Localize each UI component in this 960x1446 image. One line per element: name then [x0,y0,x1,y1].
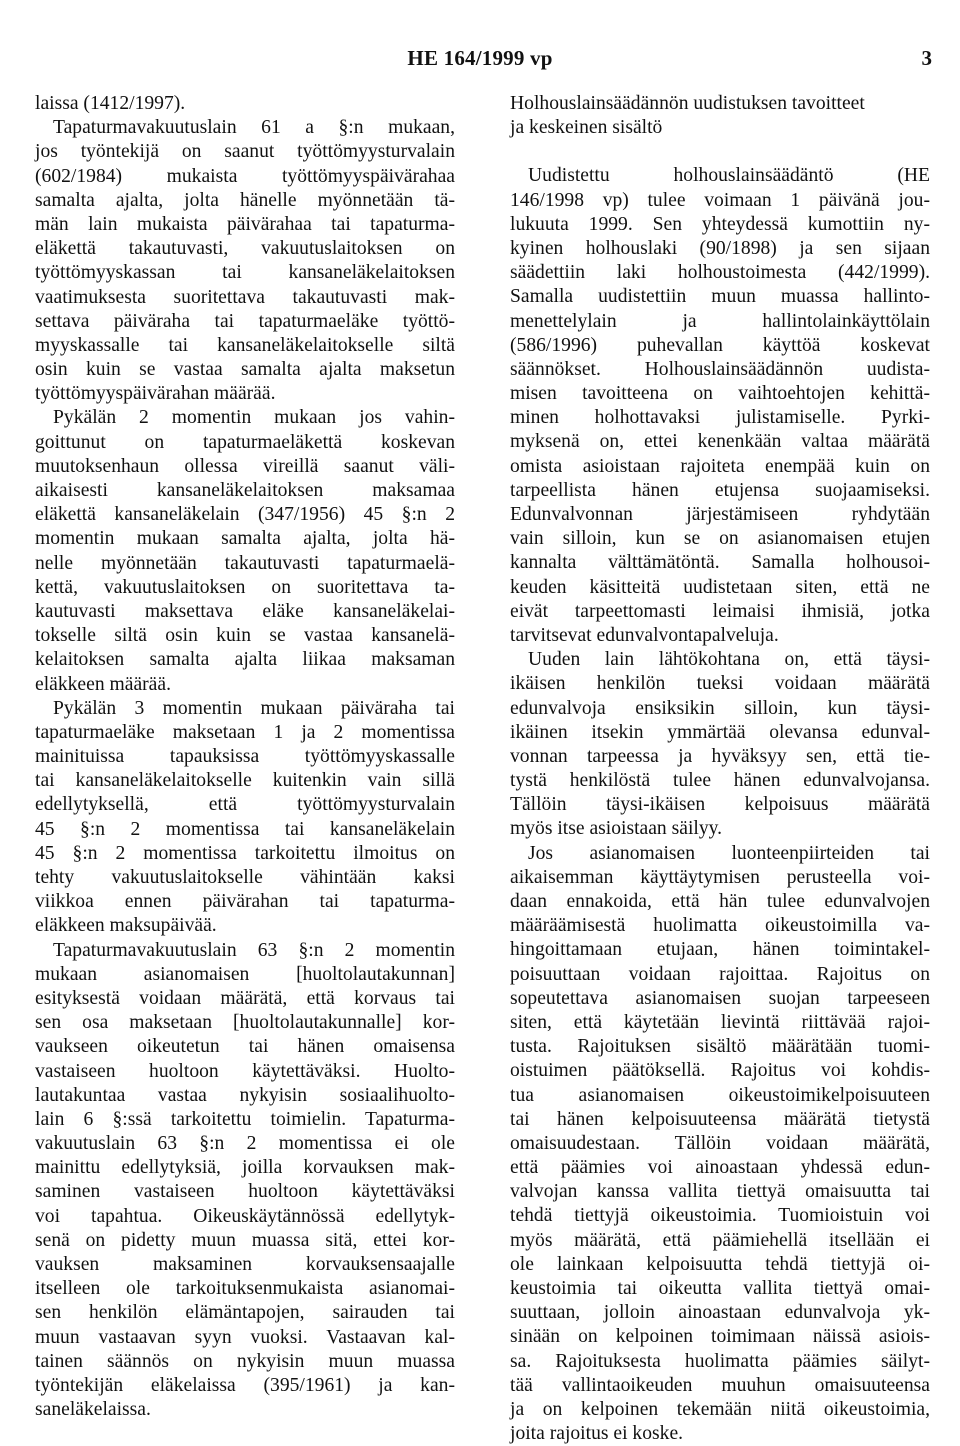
text-line: tehdä tiettyjä oikeustoimia. Tuomioistuin voi [510,1205,930,1227]
text-line: Uuden lain lähtökohtana on, että täysi- [528,649,930,671]
text-line: momentin mukaan samalta ajalta, jolta hä- [35,528,455,550]
text-line: laissa (1412/1997). [35,93,186,114]
text-line: myös itse asioistaan säilyy. [510,818,723,840]
text-line: saneläkelaissa. [35,1399,151,1421]
text-line: minen holhottavaksi julistamiselle. Pyrki- [510,407,930,429]
text-line: settava päiväraha tai tapaturmaeläke työttö- [35,310,455,332]
text-line: sen osa maksetaan [huoltolautakunnalle] kor- [35,1012,455,1034]
text-line: sinään on kelpoinen toimimaan näissä asiois- [510,1326,930,1348]
text-line: tehty vakuutuslaitokselle vähintään kaksi [35,867,455,888]
text-line: tarvitsevat edunvalvontapalveluja. [510,624,779,646]
text-line: vakuutuslain 63 §:n 2 momentissa ei ole [35,1133,455,1155]
text-line: voi tapahtua. Oikeuskäytännössä edellytyk- [35,1205,455,1227]
text-line: edunvalvoja ensiksikin silloin, kun täysi- [510,697,930,719]
text-line: tystä henkilöstä tulee hänen edunvalvojansa. [510,770,930,792]
text-line: ikäisen henkilön tueksi voidaan määrätä [510,673,930,695]
text-line: vain silloin, kun se on asianomaisen etujen [510,528,930,550]
text-line: samalta ajalta, jolta hänelle myönnetään tä- [35,189,455,211]
text-line: ja keskeinen sisältö [510,117,663,139]
text-line: vastaiseen huoltoon käytettäväksi. Huolto- [35,1060,455,1082]
text-line: mukaan asianomaisen [huoltolautakunnan] [35,963,455,985]
text-line: (586/1996) puhevallan käyttöä koskevat [510,334,930,356]
text-line: muun vastaavan syyn vuoksi. Vastaavan kal- [35,1326,455,1348]
text-line: eläkettä takautuvasti, vakuutuslaitoksen on [35,238,455,260]
text-line: goittunut on tapaturmaeläkettä koskevan [35,431,455,453]
text-line: muutoksenhaun ollessa vireillä saanut väli- [35,455,455,477]
text-line: mainittu edellytyksiä, joilla korvauksen mak- [35,1157,455,1179]
text-line: myös määrätä, että päämiehellä itsellään ei [510,1229,930,1251]
text-line: tapaturmaeläke maksetaan 1 ja 2 momentissa [35,721,455,743]
text-line: Tällöin täysi-ikäisen kelpoisuus määrätä [510,794,930,816]
text-line: tusta. Rajoituksen sisältö määrätään tuomi- [510,1036,930,1058]
text-line: keustoimia tai oikeutta vallita tiettyä omai- [510,1278,930,1299]
text-line: sen henkilön elämäntapojen, sairauden tai [35,1302,455,1324]
text-line: valvojan kanssa vallita tiettyä omaisuutta tai [510,1181,930,1203]
text-line: määräämisestä huolimatta oikeustoimilla va- [510,915,930,937]
text-line: vonnan tarpeessa ja hyväksyy sen, että tie- [510,745,930,767]
text-line: mainituissa tapauksissa työttömyyskassalle [35,746,455,768]
text-line: vauksen maksaminen korvauksensaajalle [35,1254,455,1275]
text-line: kannalta välttämätöntä. Samalla holhousoi- [510,552,930,574]
text-line: Uudistettu holhouslainsäädäntö (HE [528,165,930,187]
text-line: joita rajoitus ei koske. [510,1423,684,1445]
text-line: män lain mukaista päivärahaa tai tapaturma- [35,213,455,235]
text-line: lautakuntaa vastaa nykyisin sosiaalihuolto- [35,1084,455,1106]
text-line: sa. Rajoituksesta huolimatta päämies säilyt- [510,1350,930,1372]
text-line: hingoittamaan etujaan, hänen toimintakel- [510,939,930,961]
text-line: tai kansaneläkelaitokselle kuitenkin vain sillä [35,770,455,792]
text-line: säännökset. Holhouslainsäädännön uudista- [510,358,930,380]
text-line: työttömyyskassan tai kansaneläkelaitoksen [35,262,455,284]
text-line: kautuvasti maksettava eläke kansaneläkelai- [35,600,455,622]
text-line: Holhouslainsäädännön uudistuksen tavoitteet [510,93,865,114]
text-line: että päämies voi ainoastaan yhdessä edun- [510,1157,930,1179]
text-line: ja on kelpoinen tekemään niitä oikeustoimia, [510,1398,930,1420]
text-line: 45 §:n 2 momentissa tai kansaneläkelain [35,818,455,840]
text-line: ole lainkaan kelpoisuutta tehdä tiettyjä oi- [510,1253,930,1275]
text-line: sopeutettava asianomaisen suojan tarpeeseen [510,987,930,1009]
text-line: aikaisemman käyttäytymisen perusteella voi- [510,866,930,888]
text-line: itselleen ole tarkoituksenmukaista asianomai- [35,1278,455,1300]
text-line: eivät tarpeettomasti leimaisi ihmisiä, jotka [510,600,930,622]
text-line: työttömyyspäivärahan määrää. [35,383,276,405]
text-line: työntekijän eläkelaissa (395/1961) ja kan- [35,1374,455,1396]
text-line: eläkkeen määrää. [35,673,171,695]
text-line: eläkkeen maksupäivää. [35,915,217,937]
text-line: tokselle siltä osin kuin se vastaa kansanelä- [35,625,455,647]
text-line: kettä, vakuutuslaitoksen on suoritettava ta- [35,576,455,598]
text-line: kelaitoksen samalta ajalta liikaa maksaman [35,649,455,671]
page-number: 3 [921,46,932,70]
text-line: Pykälän 2 momentin mukaan jos vahin- [53,407,455,429]
text-line: Edunvalvonnan järjestämiseen ryhdytään [510,504,930,525]
text-line: siten, että käytetään lievintä riittävää rajoi- [510,1011,930,1033]
text-line: tarpeellista hänen etujensa suojaamiseksi. [510,479,930,501]
text-line: senä on pidetty muun muassa sitä, ettei kor- [35,1229,455,1251]
text-line: misen tavoitteena on vaihtoehtojen kehittä- [510,383,930,405]
text-line: vaatimuksesta suoritettava takautuvasti mak- [35,286,455,308]
text-line: eläkettä kansaneläkelain (347/1956) 45 §:n 2 [35,504,455,526]
text-line: ikäinen itsekin ymmärtää olevansa edunval- [510,721,930,743]
text-line: menettelylain ja hallintolainkäyttölain [510,310,930,332]
text-line: Tapaturmavakuutuslain 61 a §:n mukaan, [53,117,455,139]
text-line: Samalla uudistettiin muun muassa hallinto- [510,286,930,308]
text-line: Tapaturmavakuutuslain 63 §:n 2 momentin [53,939,455,961]
text-line: oistuimen päätöksellä. Rajoitus voi kohdis- [510,1060,930,1082]
text-line: keuden käsitteitä uudistetaan siten, että ne [510,576,930,598]
text-line: 45 §:n 2 momentissa tarkoitettu ilmoitus on [35,842,455,864]
text-line: omaisuudestaan. Tällöin voidaan määrätä, [510,1132,930,1154]
text-line: myksenä on, ettei kenenkään valtaa määrätä [510,431,930,453]
text-line: kyinen holhouslaki (90/1898) ja sen sijaan [510,237,930,259]
text-line: saminen vastaiseen huoltoon käytettäväksi [35,1181,455,1203]
text-line: 146/1998 vp) tulee voimaan 1 päivänä jou- [510,189,930,211]
text-line: lukuuta 1999. Sen yhteydessä kumottiin ny- [510,213,930,235]
text-line: suuttaan, jolloin ainoastaan edunvalvoja yk- [510,1302,930,1324]
text-line: lain 6 §:ssä tarkoitettu toimielin. Tapaturma- [35,1108,455,1130]
text-line: edellytyksellä, että työttömyysturvalain [35,794,455,816]
text-line: (602/1984) mukaista työttömyyspäivärahaa [35,165,455,187]
text-line: osin kuin se vastaa samalta ajalta maksetun [35,359,455,381]
text-line: Jos asianomaisen luonteenpiirteiden tai [528,842,930,864]
text-line: esityksestä voidaan määrätä, että korvaus tai [35,987,455,1009]
text-line: tai hänen kelpoisuuteensa määrätä tietystä [510,1108,930,1130]
left-text-column [35,92,455,1422]
document-header-title: HE 164/1999 vp [407,46,553,70]
text-line: aikaisesti kansaneläkelaitoksen maksamaa [35,480,455,501]
text-line: nelle myönnetään takautuvasti tapaturmaelä- [35,552,455,574]
text-line: viikkoa ennen päivärahan tai tapaturma- [35,891,455,913]
text-line: säädettiin laki holhoustoimesta (442/1999). [510,262,930,284]
text-line: poisuuttaan voidaan rajoittaa. Rajoitus on [510,963,930,985]
text-line: jos työntekijä on saanut työttömyysturvalain [35,141,455,163]
text-line: myyskassalle tai kansaneläkelaitokselle siltä [35,334,455,356]
right-text-column [510,92,930,1446]
text-line: vaukseen oikeutetun tai hänen omaisensa [35,1036,455,1058]
text-line: Pykälän 3 momentin mukaan päiväraha tai [53,697,455,719]
text-line: daan ennakoida, että hän tulee edunvalvojen [510,891,930,912]
text-line: tää vallintaoikeuden muuhun omaisuuteensa [510,1374,930,1396]
text-line: tainen säännös on nykyisin muun muassa [35,1350,455,1372]
text-line: tua asianomaisen oikeustoimikelpoisuuteen [510,1084,930,1106]
text-line: omista asioistaan rajoiteta enempää kuin on [510,455,930,477]
